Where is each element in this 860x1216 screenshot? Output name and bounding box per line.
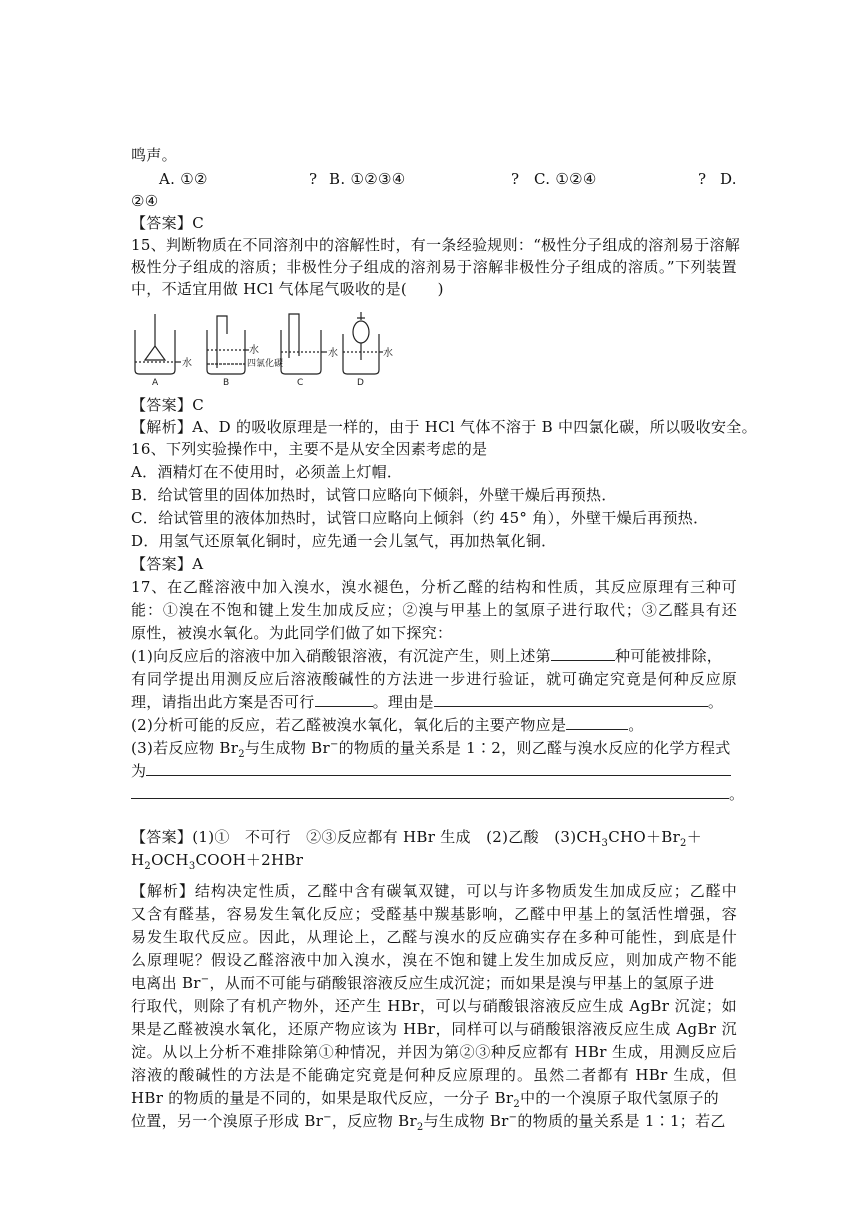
- subscript: 2: [144, 861, 152, 872]
- apparatus-figure: [131, 310, 391, 386]
- q16-stem: 16、下列实验操作中，主要不是从安全因素考虑的是: [131, 440, 488, 458]
- label-water-c: 水: [328, 348, 338, 359]
- label-d: D: [357, 378, 364, 388]
- explanation-17-line8: 淀。从以上分析不难排除第①种情况，并因为第②③种反应都有 HBr 生成，用测反应后: [131, 1043, 737, 1061]
- subscript: 2: [416, 1122, 424, 1133]
- label-water-b: 水: [249, 345, 259, 356]
- q17-part3-line3: [131, 783, 744, 805]
- q16-option-d: D．用氢气还原氧化铜时，应先通一会儿氢气，再加热氧化铜．: [131, 532, 557, 550]
- subscript: 2: [680, 838, 687, 849]
- explanation-17-line4: 么原理呢？假设乙醛溶液中加入溴水，溴在不饱和键上发生加成反应，则加成产物不能: [131, 951, 737, 969]
- q14-option-a: A. ①②: [159, 170, 208, 188]
- answer-17-line1: [131, 826, 702, 848]
- explanation-17-line10: [131, 1087, 719, 1109]
- q17-line-3: 原性，被溴水氧化。为此同学们做了如下探究：: [131, 624, 453, 642]
- explanation-17-line1: 【解析】结构决定性质，乙醛中含有碳氧双键，可以与许多物质发生加成反应；乙醛中: [131, 882, 737, 900]
- separator: ?: [511, 170, 520, 188]
- text: 中的一个溴原子取代氢原子的: [520, 1089, 719, 1107]
- superscript: −: [200, 974, 210, 985]
- apparatus-b: [207, 316, 249, 374]
- answer-14: 【答案】C: [131, 214, 204, 232]
- q17-part2: [131, 714, 644, 736]
- subscript: 3: [188, 861, 196, 872]
- subscript: 3: [601, 838, 609, 849]
- q17-part1-line2: 有同学提出用测反应后溶液酸碱性的方法进一步进行验证，就可确定究竟是何种反应原: [131, 670, 737, 688]
- text: 与生成物 Br: [244, 739, 330, 757]
- text: 【答案】(1)① 不可行 ②③反应都有 HBr 生成 (2)乙酸 (3)CH: [131, 828, 602, 846]
- text: 。: [729, 785, 745, 803]
- q17-part1-line3: [131, 691, 723, 713]
- text: 电离出 Br: [131, 974, 201, 992]
- text: COOH＋2HBr: [195, 851, 304, 869]
- q14-option-d: ②④: [131, 192, 159, 210]
- explanation-17-line2: 又含有醛基，容易发生氧化反应；受醛基中羰基影响，乙醛中甲基上的氢活性增强，容: [131, 905, 737, 923]
- q17-part3-line2: [131, 760, 731, 782]
- answer-17-line2: [131, 849, 303, 871]
- text: 。: [628, 716, 644, 734]
- label-water-d: 水: [383, 348, 393, 359]
- answer-blank: [146, 761, 731, 776]
- answer-blank: [131, 784, 729, 799]
- label-b: B: [223, 378, 230, 388]
- explanation-17-line5: [131, 972, 714, 994]
- separator: ?: [698, 170, 707, 188]
- explanation-15: 【解析】A、D 的吸收原理是一样的，由于 HCl 气体不溶于 B 中四氯化碳，所以吸收安全。: [131, 418, 757, 436]
- text: OCH: [151, 851, 189, 869]
- q17-line-2: 能：①溴在不饱和键上发生加成反应；②溴与甲基上的氢原子进行取代；③乙醛具有还: [131, 601, 737, 619]
- text: 的物质的量关系是 1∶1；若乙: [517, 1112, 726, 1130]
- answer-16: 【答案】A: [131, 555, 204, 573]
- text: 的物质的量关系是 1∶2，则乙醛与溴水反应的化学方程式: [338, 739, 731, 757]
- apparatus-d: [343, 312, 383, 374]
- label-water: 水: [182, 358, 192, 369]
- answer-15: 【答案】C: [131, 396, 204, 414]
- q17-part1-line1: [131, 645, 722, 667]
- q15-line-3: 中，不适宜用做 HCl 气体尾气吸收的是( ): [131, 280, 444, 298]
- subscript: 2: [238, 749, 245, 760]
- text: ＋: [686, 828, 703, 846]
- text: 理，请指出此方案是否可行: [131, 693, 315, 711]
- text: ，反应物 Br: [331, 1112, 417, 1130]
- q14-option-b: B. ①②③④: [329, 170, 406, 188]
- superscript: −: [323, 1112, 332, 1123]
- explanation-17-line6: 行取代，则除了有机产物外，还产生 HBr，可以与硝酸银溶液反应生成 AgBr 沉淀；如: [131, 997, 737, 1015]
- text: 为: [131, 762, 147, 780]
- text-line: 鸣声。: [131, 146, 177, 164]
- explanation-17-line7: 果是乙醛被溴水氧化，还原产物应该为 HBr，同样可以与硝酸银溶液反应生成 AgBr 沉: [131, 1020, 737, 1038]
- superscript: −: [508, 1112, 518, 1123]
- separator: ?: [309, 170, 318, 188]
- q16-option-a: A．酒精灯在不使用时，必须盖上灯帽．: [131, 463, 403, 481]
- label-a: A: [152, 378, 159, 388]
- answer-blank: [551, 646, 615, 661]
- label-ccl4: 四氯化碳: [247, 359, 284, 369]
- q15-line-1: 15、判断物质在不同溶剂中的溶解性时，有一条经验规则：“极性分子组成的溶剂易于溶解: [131, 236, 741, 254]
- text: (2)分析可能的反应，若乙醛被溴水氧化，氧化后的主要产物应是: [131, 716, 567, 734]
- text: 位置，另一个溴原子形成 Br: [131, 1112, 324, 1130]
- q17-line-1: 17、在乙醛溶液中加入溴水，溴水褪色，分析乙醛的结构和性质，其反应原理有三种可: [131, 578, 737, 596]
- apparatus-c: [281, 314, 327, 374]
- text: 与生成物 Br: [423, 1112, 509, 1130]
- text: (1)向反应后的溶液中加入硝酸银溶液，有沉淀产生，则上述第: [131, 647, 551, 665]
- text: (3)若反应物 Br: [131, 739, 239, 757]
- explanation-17-line9: 溶液的酸碱性的方法是不能确定究竟是何种反应原理的。虽然二者都有 HBr 生成，但: [131, 1066, 737, 1084]
- text: 。: [707, 693, 724, 711]
- q14-option-d-label: D.: [720, 170, 737, 188]
- answer-blank: [434, 692, 708, 707]
- q16-option-b: B．给试管里的固体加热时，试管口应略向下倾斜，外壁干燥后再预热．: [131, 486, 617, 504]
- text: 种可能被排除，: [614, 647, 723, 665]
- label-c: C: [297, 378, 304, 388]
- explanation-17-line3: 易发生取代反应。因此，从理论上，乙醛与溴水的反应确实存在多种可能性，到底是什: [131, 928, 737, 946]
- subscript: 2: [513, 1099, 521, 1110]
- q15-line-2: 极性分子组成的溶质；非极性分子组成的溶剂易于溶解非极性分子组成的溶质。”下列装置: [131, 258, 737, 276]
- text: H: [131, 851, 145, 869]
- q16-option-c: C．给试管里的液体加热时，试管口应略向上倾斜（约 45° 角），外壁干燥后再预热．: [131, 509, 709, 527]
- q14-options: [131, 168, 737, 190]
- answer-blank: [566, 715, 628, 730]
- text: 。理由是: [372, 693, 434, 711]
- q14-option-c: C. ①②④: [534, 170, 597, 188]
- apparatus-a: [135, 314, 181, 374]
- text: CHO＋Br: [608, 828, 681, 846]
- text: ，从而不可能与硝酸银溶液反应生成沉淀；而如果是溴与甲基上的氢原子进: [209, 974, 715, 992]
- superscript: −: [329, 739, 339, 750]
- q17-part3-line1: [131, 737, 731, 759]
- explanation-17-line11: [131, 1110, 726, 1132]
- answer-blank: [315, 692, 373, 707]
- text: HBr 的物质的量是不同的，如果是取代反应，一分子 Br: [131, 1089, 514, 1107]
